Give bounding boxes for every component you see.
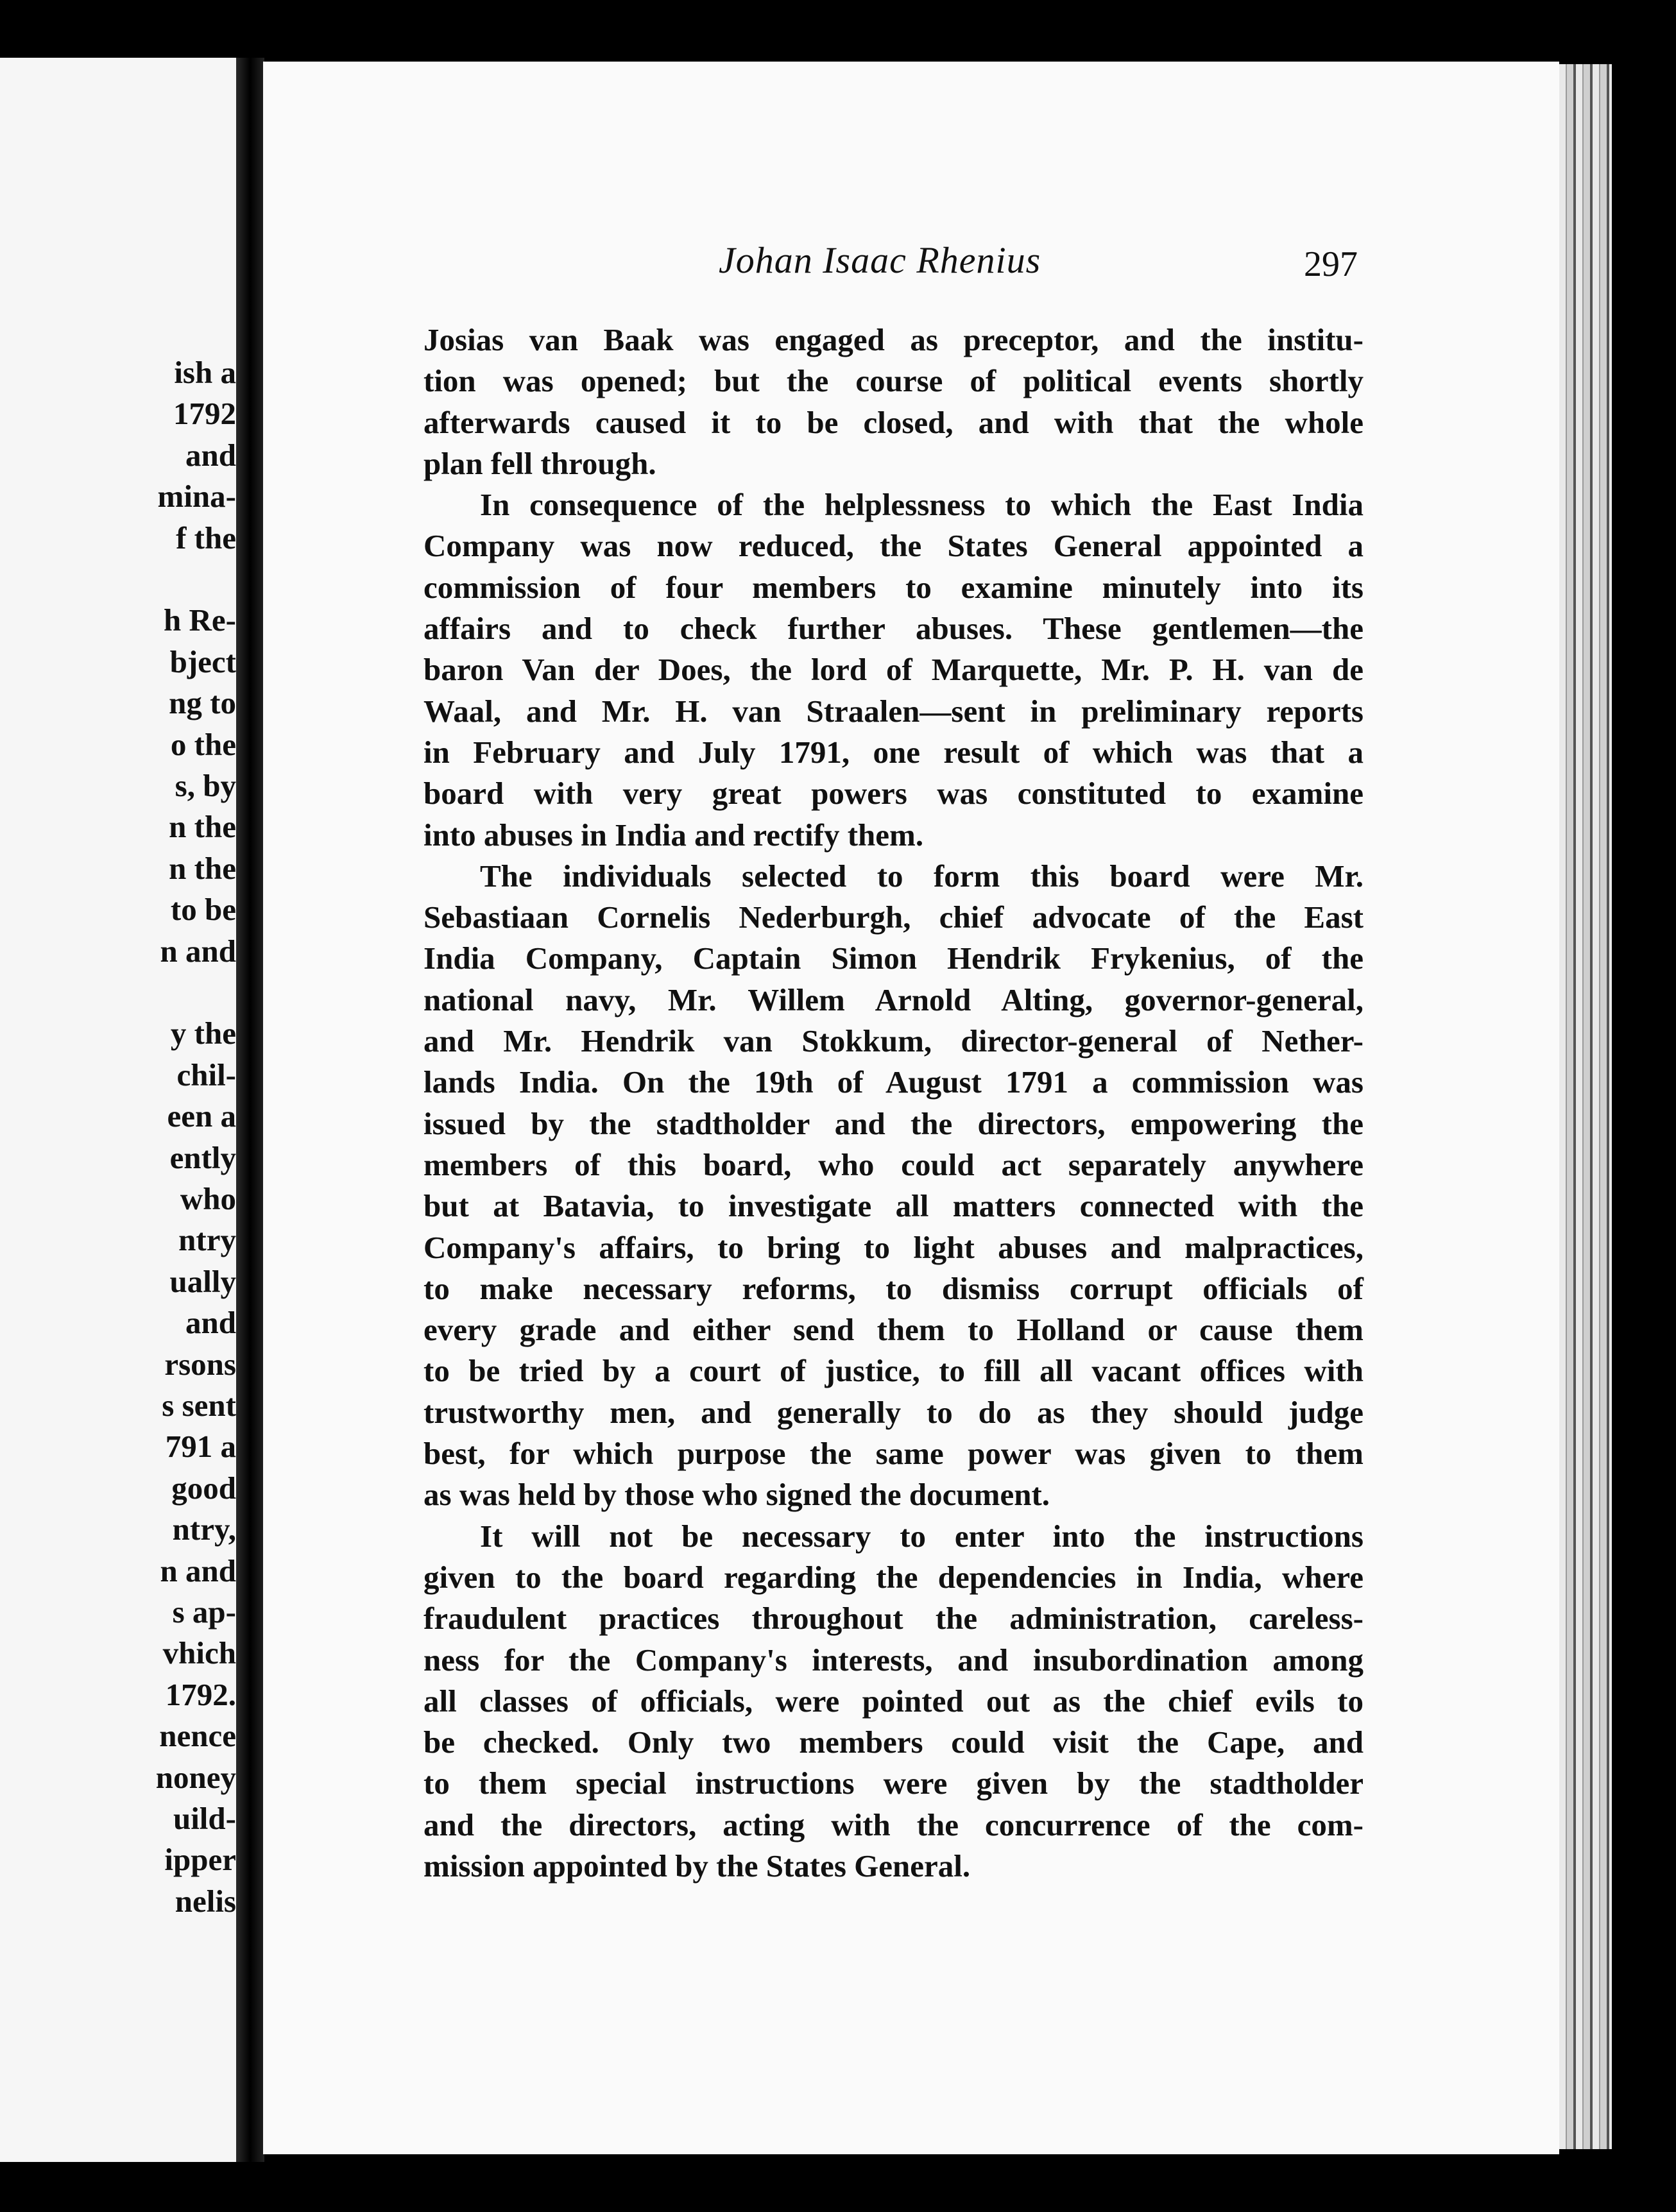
text-line: and the directors, acting with the concurrence of the com- xyxy=(423,1807,1364,1842)
left-page-line-fragment: and xyxy=(185,437,236,473)
left-page-line-fragment: s sent xyxy=(162,1388,236,1423)
paragraph xyxy=(423,484,1364,856)
scan-border xyxy=(1612,0,1676,2212)
text-line: Josias van Baak was engaged as preceptor, and the institu- xyxy=(423,322,1364,357)
left-page-line-fragment: n the xyxy=(169,809,236,845)
left-page-line-fragment: who xyxy=(180,1181,236,1216)
left-page-line-fragment: ently xyxy=(169,1139,236,1175)
left-page-line-fragment: and xyxy=(185,1305,236,1341)
text-line: every grade and either send them to Holland or cause them xyxy=(423,1312,1364,1348)
body-text xyxy=(423,319,1364,1887)
left-page-line-fragment: ntry, xyxy=(172,1511,236,1547)
text-line: board with very great powers was constituted to examine xyxy=(423,776,1364,812)
running-head: Johan Isaac Rhenius xyxy=(719,239,1041,281)
text-line: fraudulent practices throughout the administration, careless- xyxy=(423,1601,1364,1637)
text-line: Company's affairs, to bring to light abuses and malpractices, xyxy=(423,1229,1364,1265)
text-line: in February and July 1791, one result of which was that a xyxy=(423,734,1364,770)
left-page-line-fragment: ntry xyxy=(178,1222,236,1258)
text-line: Waal, and Mr. H. van Straalen—sent in preliminary reports xyxy=(423,693,1364,729)
text-line: tion was opened; but the course of political events shortly xyxy=(423,363,1364,399)
left-page-line-fragment: to be xyxy=(170,892,236,928)
text-line: into abuses in India and rectify them. xyxy=(423,817,924,853)
text-line: Sebastiaan Cornelis Nederburgh, chief advocate of the East xyxy=(423,899,1364,935)
left-page-line-fragment: nelis xyxy=(175,1883,236,1919)
left-page-line-fragment: h Re- xyxy=(164,602,236,638)
text-line: as was held by those who signed the document. xyxy=(423,1477,1050,1513)
paragraph xyxy=(423,856,1364,1516)
left-page-line-fragment: bject xyxy=(169,643,236,679)
left-page-line-fragment: ually xyxy=(169,1263,236,1299)
left-page-line-fragment: nence xyxy=(159,1718,236,1754)
text-line: afterwards caused it to be closed, and with that the whole xyxy=(423,404,1364,440)
text-line: affairs and to check further abuses. These gentlemen—the xyxy=(423,611,1364,647)
left-page-line-fragment: chil- xyxy=(176,1057,236,1093)
text-line: be checked. Only two members could visit the Cape, and xyxy=(423,1724,1364,1760)
page-number: 297 xyxy=(1304,244,1358,284)
text-line: In consequence of the helplessness to which the East India xyxy=(480,487,1364,523)
left-page-line-fragment: n and xyxy=(160,1553,236,1588)
left-page-line-fragment: f the xyxy=(176,520,236,556)
text-line: commission of four members to examine minutely into its xyxy=(423,569,1364,605)
text-line: baron Van der Does, the lord of Marquette, Mr. P. H. van de xyxy=(423,652,1364,688)
left-page-line-fragment: o the xyxy=(170,726,236,762)
left-page-line-fragment: rsons xyxy=(164,1346,236,1382)
text-line: The individuals selected to form this board were Mr. xyxy=(480,858,1364,894)
paragraph xyxy=(423,1516,1364,1887)
text-line: lands India. On the 19th of August 1791 a commission was xyxy=(423,1064,1364,1100)
text-line: national navy, Mr. Willem Arnold Alting, governor-general, xyxy=(423,982,1364,1017)
left-page-line-fragment: mina- xyxy=(157,479,236,515)
text-line: It will not be necessary to enter into the instructions xyxy=(480,1518,1364,1554)
text-line: mission appointed by the States General. xyxy=(423,1848,971,1884)
text-line: members of this board, who could act separately anywhere xyxy=(423,1146,1364,1182)
left-page-line-fragment: noney xyxy=(155,1759,236,1795)
left-page-line-fragment: s ap- xyxy=(172,1594,236,1629)
left-facing-page xyxy=(0,58,236,2162)
left-page-line-fragment: ng to xyxy=(169,685,236,721)
text-line: to them special instructions were given by the stadtholder xyxy=(423,1765,1364,1801)
text-line: but at Batavia, to investigate all matters connected with the xyxy=(423,1188,1364,1224)
text-line: Company was now reduced, the States General appointed a xyxy=(423,528,1364,564)
text-line: issued by the stadtholder and the directors, empowering the xyxy=(423,1105,1364,1141)
text-line: best, for which purpose the same power was given to them xyxy=(423,1436,1364,1472)
left-page-line-fragment: 791 a xyxy=(165,1429,236,1465)
text-line: trustworthy men, and generally to do as they should judge xyxy=(423,1394,1364,1430)
left-page-line-fragment: good xyxy=(171,1470,236,1506)
left-page-line-fragment: ish a xyxy=(174,355,236,390)
text-line: and Mr. Hendrik van Stokkum, director-general of Nether- xyxy=(423,1023,1364,1059)
left-page-line-fragment: 1792. xyxy=(165,1676,236,1712)
text-line: plan fell through. xyxy=(423,445,656,481)
text-line: all classes of officials, were pointed out as the chief evils to xyxy=(423,1683,1364,1719)
left-page-line-fragment: ipper xyxy=(164,1842,236,1878)
left-page-line-fragment: vhich xyxy=(162,1635,236,1671)
text-line: to make necessary reforms, to dismiss corrupt officials of xyxy=(423,1270,1364,1306)
text-line: India Company, Captain Simon Hendrik Frykenius, of the xyxy=(423,940,1364,976)
left-page-line-fragment: s, by xyxy=(175,768,236,803)
left-page-line-fragment: een a xyxy=(167,1098,236,1134)
left-page-line-fragment: uild- xyxy=(173,1801,236,1836)
left-page-line-fragment: n the xyxy=(169,850,236,886)
left-page-line-fragment: 1792 xyxy=(173,396,236,432)
paragraph xyxy=(423,319,1364,484)
text-line: to be tried by a court of justice, to fill all vacant offices with xyxy=(423,1353,1364,1389)
book-gutter xyxy=(236,58,264,2162)
page-edges xyxy=(1559,64,1612,2149)
left-page-line-fragment: y the xyxy=(170,1016,236,1051)
left-page-line-fragment: n and xyxy=(160,933,236,969)
text-line: ness for the Company's interests, and insubordination among xyxy=(423,1642,1364,1678)
text-line: given to the board regarding the dependencies in India, where xyxy=(423,1559,1364,1595)
